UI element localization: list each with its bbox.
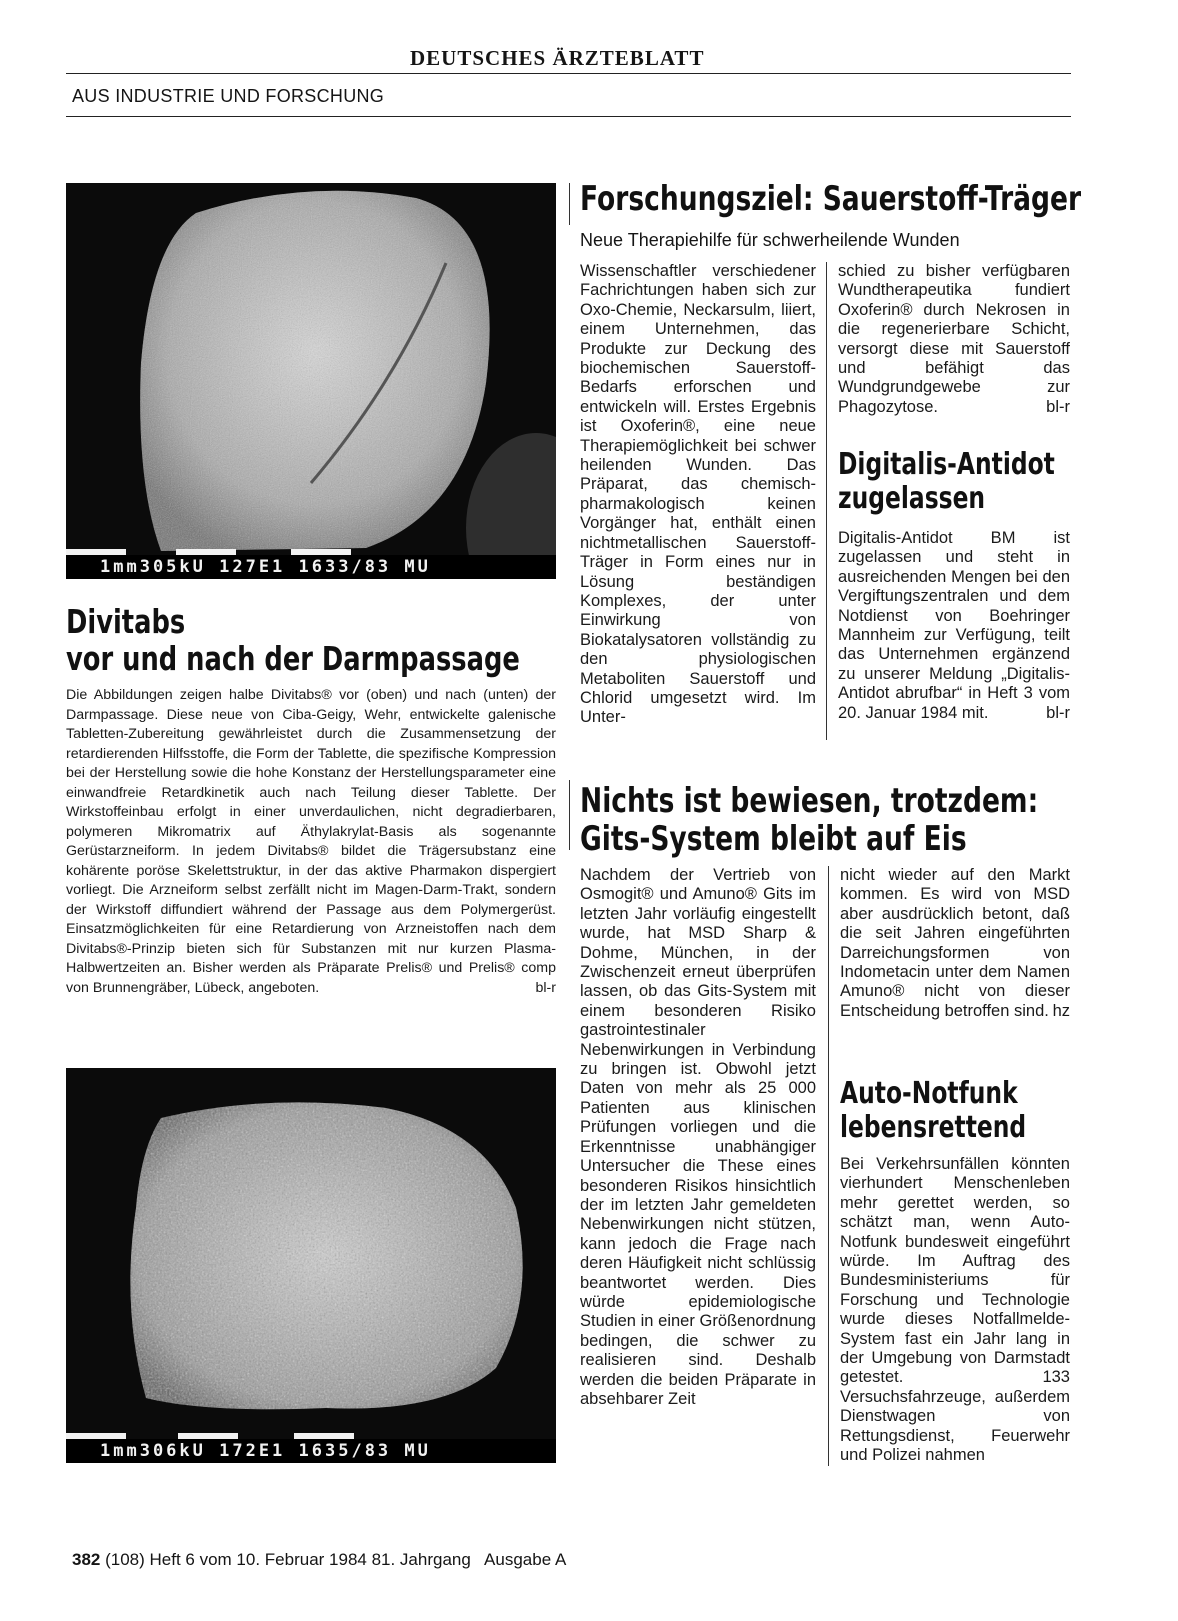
masthead: DEUTSCHES ÄRZTEBLATT xyxy=(410,46,705,70)
gits-signature: hz xyxy=(1052,1001,1070,1020)
page-footer xyxy=(72,1550,566,1570)
photo-scale-label: 1mm306kU 172E1 1635/83 MU xyxy=(66,1439,556,1463)
sauerstoff-col1: Wissenschaftler verschiedener Fachrichtungen haben sich zur Oxo-Chemie, Neckarsulm, liiert, einem Unternehmen, das Produkte zur Deckung des biochemischen Sauerstoff-Bedarfs erforschen und entwickeln will. Erstes Ergebnis ist Oxoferin®, eine neue Therapiemöglichkeit bei schwer heilenden Wunden. Das Präparat, das chemisch-pharmakologisch keinen Vorgänger hat, enthält einen nichtmetallischen Sauerstoff-Träger in Form eines nur in Lösung beständigen Komplexes, der unter Einwirkung von Biokatalysatoren vollständig zu den physiologischen Metaboliten Sauerstoff und Chlorid umgesetzt wird. Im Unter- xyxy=(580,262,816,727)
divitabs-body: Die Abbildungen zeigen halbe Divitabs® vor (oben) und nach (unten) der Darmpassage. Diese neue von Ciba-Geigy, Wehr, entwickelte galenische Tabletten-Zubereitung gewährleistet durch die Zusammensetzung der retardierenden Hilfsstoffe, die Form der Tablette, die spezifische Kompression bei der Herstellung sowie die hohe Konstanz der Herstellungsparameter eine einwandfreie Retardkinetik auch nach Teilung dieser Tablette. Der Wirkstoffeinbau erfolgt in einer unverdaulichen, nicht degradierbaren, polymeren Mikromatrix auf Äthylakrylat-Basis als sogenannte Gerüstarzneiform. In jedem Divitabs® bildet die Trägersubstanz eine kohärente poröse Skelettstruktur, in der das aktive Pharmakon dispergiert vorliegt. Die Arzneiform selbst zerfällt nicht im Magen-Darm-Trakt, sondern der Wirkstoff diffundiert während der Passage aus dem Polymergerüst. Einsatzmöglichkeiten für eine Retardierung von Arzneistoffen nach dem Divitabs®-Prinzip bieten sich für Substanzen mit nur kurzen Plasma-Halbwertzeiten an. Bisher werden als Präparate Prelis® und Prelis® comp von Brunnengräber, Lübeck, angeboten. bl-r xyxy=(66,686,556,998)
scale-bar xyxy=(176,549,236,555)
photo-scale-label: 1mm305kU 127E1 1633/83 MU xyxy=(66,555,556,579)
column-divider xyxy=(569,183,570,225)
notfunk-body: Bei Verkehrsunfällen könnten vierhundert Menschenleben mehr gerettet werden, so schätzt man, wenn Auto-Notfunk bundesweit eingeführt würde. Im Auftrag des Bundesministeriums für Forschung und Technologie wurde dieses Notfallmelde-System fast ein Jahr lang in der Umgebung von Darmstadt getestet. 133 Versuchsfahrzeuge, außerdem Dienstwagen von Rettungsdienst, Feuerwehr und Polizei nahmen xyxy=(840,1155,1070,1465)
scale-bar xyxy=(178,1433,238,1439)
sauerstoff-signature: bl-r xyxy=(1046,397,1070,416)
scale-bar xyxy=(294,1433,354,1439)
column-divider xyxy=(569,780,570,850)
page-number: 382 xyxy=(72,1550,101,1569)
digitalis-signature: bl-r xyxy=(1046,703,1070,722)
divitabs-title: Divitabs vor und nach der Darmpassage xyxy=(66,602,520,678)
sauerstoff-title: Forschungsziel: Sauerstoff-Träger xyxy=(580,179,1082,219)
gits-title: Nichts ist bewiesen, trotzdem: Gits-System bleibt auf Eis xyxy=(580,781,1039,860)
section-rule xyxy=(66,116,1071,117)
header-rule xyxy=(66,73,1071,74)
scale-bar xyxy=(291,549,351,555)
column-divider xyxy=(826,262,827,740)
sauerstoff-subtitle: Neue Therapiehilfe für schwerheilende Wunden xyxy=(580,230,960,250)
issue-info: (108) Heft 6 vom 10. Februar 1984 81. Jahrgang Ausgabe A xyxy=(105,1550,567,1569)
divitabs-signature: bl-r xyxy=(535,979,556,996)
digitalis-body: Digitalis-Antidot BM ist zugelassen und steht in ausreichenden Mengen bei den Vergiftungszentralen und dem Notdienst von Boehringer Mannheim zur Verfügung, teilt das Unternehmen ergänzend zu unserer Meldung „Digitalis-Antidot abrufbar“ in Heft 3 vom 20. Januar 1984 mit. bl-r xyxy=(838,529,1070,722)
scale-bar xyxy=(66,1433,126,1439)
tablet-before-photo xyxy=(66,183,556,579)
gits-col1: Nachdem der Vertrieb von Osmogit® und Amuno® Gits im letzten Jahr vorläufig eingestellt wurde, hat MSD Sharp & Dohme, München, in der Zwischenzeit erneut überprüfen lassen, ob das Gits-System mit einem besonderen Risiko gastrointestinaler Nebenwirkungen in Verbindung zu bringen ist. Obwohl jetzt Daten von mehr als 25 000 Patienten aus klinischen Prüfungen vorliegen und die Erkenntnisse unabhängiger Untersucher die These eines besonderen Risikos hinsichtlich der im letzten Jahr gemeldeten Nebenwirkungen nicht stützen, kann jedoch die Frage nach deren Häufigkeit nicht schlüssig beantwortet werden. Dies würde epidemiologische Studien in einer Größenordnung bedingen, die schwer zu realisieren sind. Deshalb werden die beiden Präparate in absehbarer Zeit xyxy=(580,866,816,1408)
column-divider xyxy=(828,866,829,1466)
gits-col2: nicht wieder auf den Markt kommen. Es wird von MSD aber ausdrücklich betont, daß die seit Jahren eingeführten Darreichungsformen von Indometacin unter dem Namen Amuno® nicht von dieser Entscheidung betroffen sind. hz xyxy=(840,866,1070,1020)
sauerstoff-col2: schied zu bisher verfügbaren Wundtherapeutika fundiert Oxoferin® durch Nekrosen in die regenerierbare Schicht, versorgt diese mit Sauerstoff und befähigt das Wundgrundgewebe zur Phagozytose. bl-r xyxy=(838,262,1070,416)
section-title: AUS INDUSTRIE UND FORSCHUNG xyxy=(72,86,385,106)
digitalis-title: Digitalis-Antidot zugelassen xyxy=(838,447,1055,516)
tablet-after-photo xyxy=(66,1068,556,1463)
scale-bar xyxy=(66,549,126,555)
notfunk-title: Auto-Notfunk lebensrettend xyxy=(840,1076,1027,1145)
